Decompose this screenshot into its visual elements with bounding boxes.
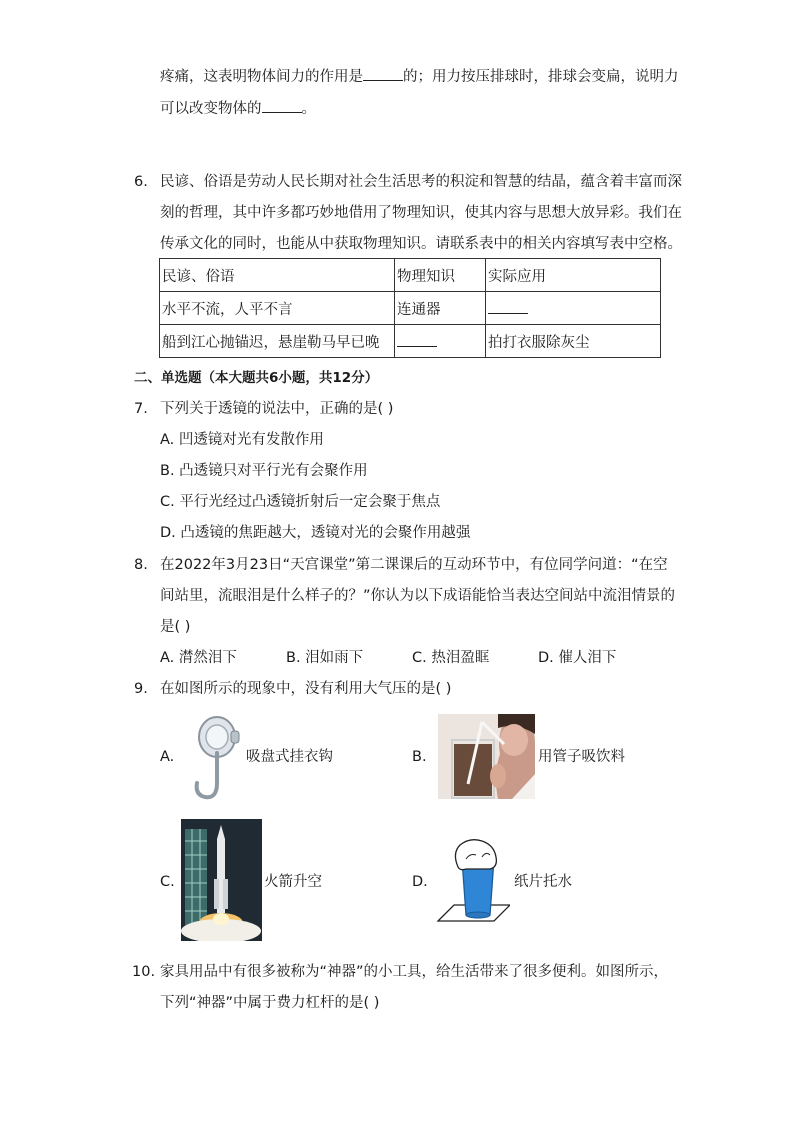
q5-line-2: 可以改变物体的 。 [160,98,316,118]
table-cell: 水平不流，人平不言 [160,292,395,325]
question-number: 6. [134,174,148,190]
table-row [160,325,661,358]
q9-option-c-letter[interactable]: C. [160,874,175,890]
q7-option-c[interactable]: C. 平行光经过凸透镜折射后一定会聚于焦点 [160,494,441,510]
question-number: 10. [132,964,156,980]
q10-line-1: 家具用品中有很多被称为“神器”的小工具，给生活带来了很多便利。如图所示， [160,964,669,980]
q9-option-c-label: 火箭升空 [264,874,322,890]
q8-option-b[interactable]: B. 泪如雨下 [286,650,364,666]
q8-line-2: 间站里，流眼泪是什么样子的？”你认为以下成语能恰当表达空间站中流泪情景的 [160,588,676,604]
question-number: 7. [134,401,148,417]
q6-table [159,258,661,358]
section-heading: 二、单选题（本大题共6小题，共12分） [134,370,379,386]
rocket-launch-image [181,819,262,941]
table-header: 民谚、俗语 [160,259,395,292]
q9-option-a-letter[interactable]: A. [160,749,175,765]
q7-option-a[interactable]: A. 凹透镜对光有发散作用 [160,432,324,448]
table-row [160,292,661,325]
q6-line-2: 刻的哲理，其中许多都巧妙地借用了物理知识，使其内容与思想大放异彩。我们在 [160,205,682,221]
table-cell [395,325,486,358]
straw-drink-image [438,714,535,799]
suction-hook-image [185,711,243,805]
answer-blank[interactable] [397,332,437,347]
question-number: 9. [134,681,148,697]
table-header: 实际应用 [486,259,661,292]
table-header: 物理知识 [395,259,486,292]
q7-stem: 下列关于透镜的说法中，正确的是( ) [160,401,394,417]
q6-line-3: 传承文化的同时，也能从中获取物理知识。请联系表中的相关内容填写表中空格。 [160,236,682,252]
table-cell: 拍打衣服除灰尘 [486,325,661,358]
answer-blank[interactable] [488,299,528,314]
paper-water-cup-image [436,835,510,929]
q9-option-d-label: 纸片托水 [514,874,572,890]
table-cell: 船到江心抛锚迟，悬崖勒马早已晚 [160,325,395,358]
q6-line-1: 民谚、俗语是劳动人民长期对社会生活思考的积淀和智慧的结晶，蕴含着丰富而深 [160,174,682,190]
answer-blank[interactable] [262,98,302,113]
q9-option-b-letter[interactable]: B. [412,749,427,765]
q10-line-2: 下列“神器”中属于费力杠杆的是( ) [160,995,380,1011]
question-number: 8. [134,557,148,573]
q8-line-3: 是( ) [160,619,191,635]
q7-option-d[interactable]: D. 凸透镜的焦距越大，透镜对光的会聚作用越强 [160,525,471,541]
table-cell: 连通器 [395,292,486,325]
q9-stem: 在如图所示的现象中，没有利用大气压的是( ) [160,681,452,697]
table-cell [486,292,661,325]
q8-option-d[interactable]: D. 催人泪下 [538,650,617,666]
q9-option-b-label: 用管子吸饮料 [538,749,625,765]
q9-option-a-label: 吸盘式挂衣钩 [246,749,333,765]
table-header-row [160,259,661,292]
q8-line-1: 在2022年3月23日“天宫课堂”第二课课后的互动环节中，有位同学问道：“在空 [160,557,668,573]
q9-option-d-letter[interactable]: D. [412,874,428,890]
q8-option-c[interactable]: C. 热泪盈眶 [412,650,490,666]
q5-line-1: 疼痛，这表明物体间力的作用是 的；用力按压排球时，排球会变扁，说明力 [160,66,679,86]
q7-option-b[interactable]: B. 凸透镜只对平行光有会聚作用 [160,463,368,479]
answer-blank[interactable] [363,66,403,81]
q8-option-a[interactable]: A. 潸然泪下 [160,650,237,666]
